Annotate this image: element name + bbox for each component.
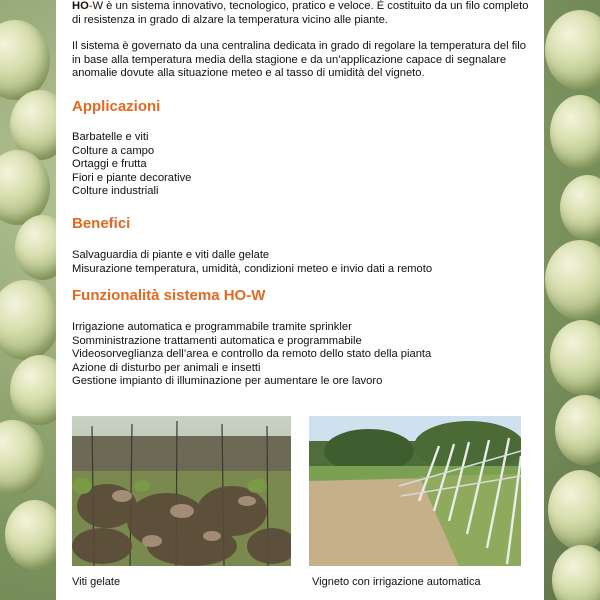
list-item: Colture industriali xyxy=(72,185,159,198)
section-title-benefici: Benefici xyxy=(72,215,131,232)
intro-paragraph-1 xyxy=(72,0,532,27)
section-title-funzionalita-prefix: Funzionalità sistema HO xyxy=(72,287,247,304)
list-item: Fiori e piante decorative xyxy=(72,171,192,184)
funzionalita-list xyxy=(72,321,431,389)
vineyard-irrigation-photo xyxy=(309,416,521,566)
list-item: Salvaguardia di piante e viti dalle gelate xyxy=(72,249,270,261)
list-item: Misurazione temperatura, umidità, condizioni meteo e invio dati a remoto xyxy=(72,262,433,275)
frozen-vines-photo xyxy=(72,416,291,566)
section-title-applicazioni: Applicazioni xyxy=(72,98,161,115)
intro xyxy=(72,0,532,94)
section-title-funzionalita-suffix: W xyxy=(251,287,266,304)
list-item: Ortaggi e frutta xyxy=(72,158,147,171)
list-item: Irrigazione automatica e programmabile tramite sprinkler xyxy=(72,321,352,333)
list-item: Azione di disturbo per animali e insetti xyxy=(72,361,261,374)
intro-paragraph-2: Il sistema è governato da una centralina dedicata in grado di regolare la temperatura del filo in base alla temperatura media della stagione e da un’applicazione capace di segnalare anomalie dovute alla situazione meteo e al tasso di umidità del vigneto. xyxy=(72,40,526,80)
list-item: Gestione impianto di illuminazione per aumentare le ore lavoro xyxy=(72,375,383,388)
frozen-vines-illustration xyxy=(72,416,291,566)
section-title-funzionalita-dash: - xyxy=(246,287,252,304)
document-page xyxy=(56,0,544,600)
intro-paragraph-1-text: è un sistema innovativo, tecnologico, pratico e veloce. È costituito da un filo completo di resistenza in grado di alzare la temperatura vicino alle piante. xyxy=(72,0,529,26)
section-title-funzionalita xyxy=(72,289,265,303)
applicazioni-list xyxy=(72,131,191,199)
benefici-list xyxy=(72,249,432,276)
brand-name-dash: - xyxy=(88,0,93,12)
list-item: Somministrazione trattamenti automatica e programmabile xyxy=(72,334,362,347)
brand-name-suffix: W xyxy=(92,0,104,12)
left-photo-caption: Viti gelate xyxy=(72,576,121,588)
brand-name-prefix: HO xyxy=(72,0,89,12)
right-photo-caption: Vigneto con irrigazione automatica xyxy=(312,576,481,588)
list-item: Colture a campo xyxy=(72,144,155,157)
vineyard-illustration xyxy=(309,416,521,566)
list-item: Videosorveglianza dell’area e controllo da remoto dello stato della pianta xyxy=(72,348,432,361)
list-item: Barbatelle e viti xyxy=(72,131,149,143)
